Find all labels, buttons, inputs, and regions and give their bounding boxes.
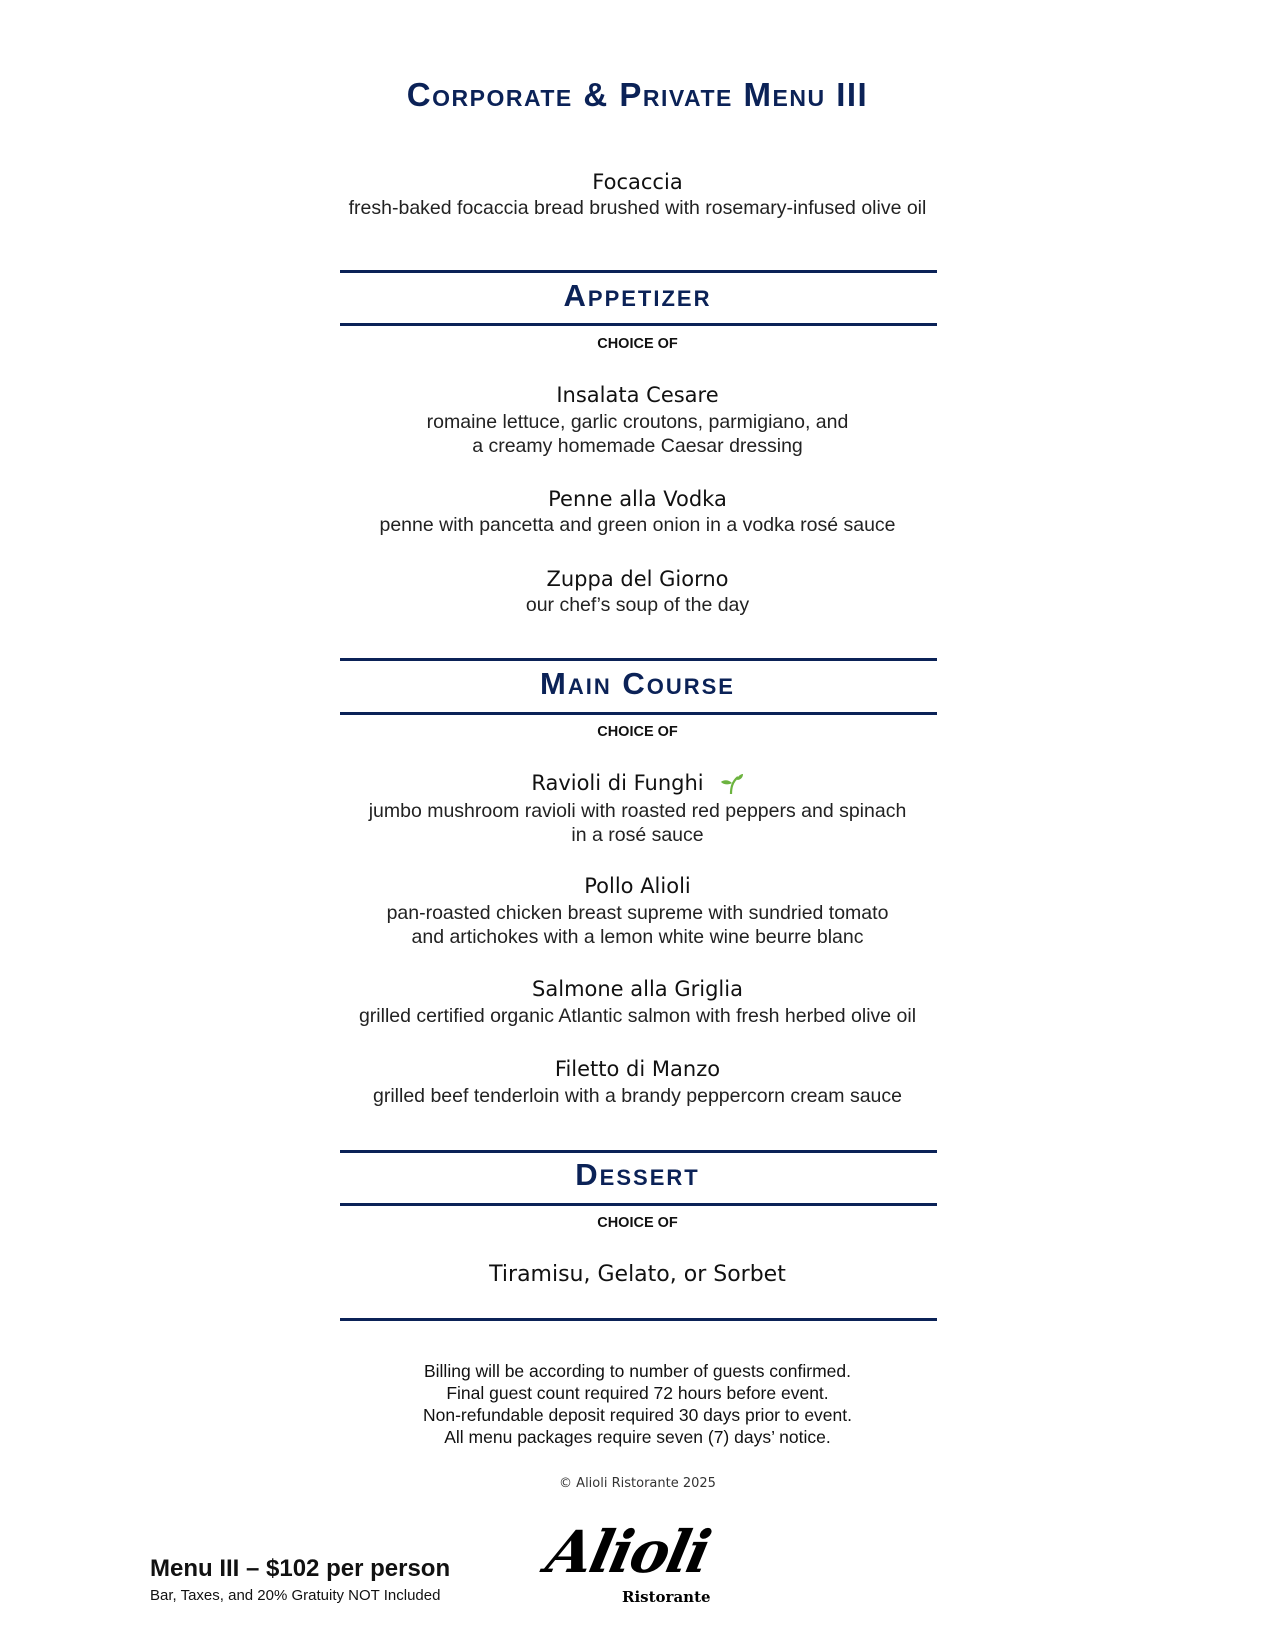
menu-item-row: [0, 771, 1275, 796]
starter-name: Focaccia: [592, 170, 683, 194]
logo-subtitle: Ristorante: [622, 1588, 711, 1606]
dessert-options: Tiramisu, Gelato, or Sorbet: [489, 1262, 786, 1287]
menu-item-name: Ravioli di Funghi: [531, 771, 704, 795]
divider-rule: [340, 658, 937, 661]
copyright: © Alioli Ristorante 2025: [559, 1476, 716, 1491]
alioli-logo: [540, 1518, 758, 1620]
choice-label: CHOICE OF: [597, 724, 678, 740]
menu-item-desc: pan-roasted chicken breast supreme with sundried tomato: [386, 902, 889, 924]
divider-rule: [340, 270, 937, 273]
menu-item-desc: grilled beef tenderloin with a brandy peppercorn cream sauce: [373, 1085, 902, 1107]
menu-item-desc: our chef’s soup of the day: [525, 594, 750, 616]
menu-item-name: Penne alla Vodka: [548, 487, 727, 511]
guest-count-note: Final guest count required 72 hours before event.: [446, 1383, 829, 1403]
page-title: Corporate & Private Menu III: [406, 76, 869, 113]
notice-note: All menu packages require seven (7) days’ notice.: [444, 1427, 831, 1447]
price-disclaimer: Bar, Taxes, and 20% Gratuity NOT Included: [150, 1587, 441, 1604]
section-title-appetizer: Appetizer: [563, 278, 712, 313]
menu-item-name: Filetto di Manzo: [554, 1057, 721, 1081]
divider-rule: [340, 1203, 937, 1206]
billing-note: Billing will be according to number of guests confirmed.: [423, 1361, 851, 1381]
choice-label: CHOICE OF: [597, 336, 678, 352]
vegetarian-sprout-icon: [718, 772, 744, 796]
starter-desc: fresh-baked focaccia bread brushed with rosemary-infused olive oil: [348, 197, 927, 219]
menu-item-desc: romaine lettuce, garlic croutons, parmigiano, and: [426, 411, 849, 433]
section-title-dessert: Dessert: [575, 1157, 700, 1192]
menu-item-name: Pollo Alioli: [584, 874, 691, 898]
menu-item-name: Insalata Cesare: [556, 383, 719, 407]
divider-rule: [340, 712, 937, 715]
menu-item-desc: grilled certified organic Atlantic salmon with fresh herbed olive oil: [358, 1005, 917, 1027]
divider-rule: [340, 323, 937, 326]
menu-item-desc: in a rosé sauce: [571, 824, 704, 846]
menu-price: Menu III – $102 per person: [150, 1555, 451, 1582]
divider-rule: [340, 1150, 937, 1153]
menu-item-desc: a creamy homemade Caesar dressing: [472, 435, 803, 457]
choice-label: CHOICE OF: [597, 1215, 678, 1231]
menu-item-name: Salmone alla Griglia: [532, 977, 743, 1001]
menu-item-desc: and artichokes with a lemon white wine beurre blanc: [411, 926, 864, 948]
menu-item-desc: jumbo mushroom ravioli with roasted red peppers and spinach: [368, 800, 907, 822]
deposit-note: Non-refundable deposit required 30 days prior to event.: [422, 1405, 852, 1425]
menu-item-desc: penne with pancetta and green onion in a vodka rosé sauce: [379, 514, 896, 536]
logo-script: Alioli: [540, 1518, 716, 1586]
section-title-main-course: Main Course: [540, 666, 735, 701]
divider-rule: [340, 1318, 937, 1321]
menu-item-name: Zuppa del Giorno: [546, 567, 729, 591]
